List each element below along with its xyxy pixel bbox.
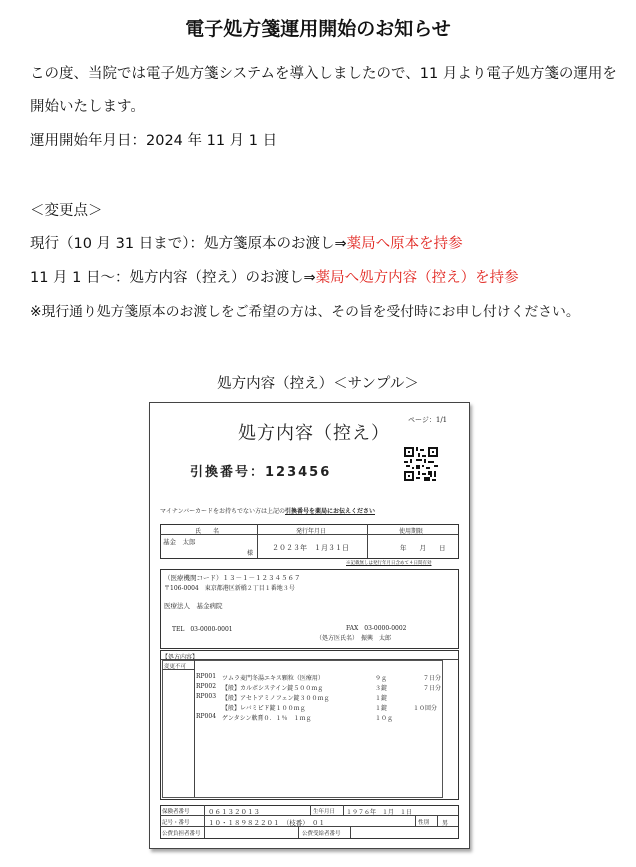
- rx-days-2: ７日分: [423, 685, 442, 692]
- exchange-number: 引換番号：123456: [190, 465, 332, 480]
- notice-note: ※現行通り処方箋原本のお渡しをご希望の方は、その旨を受付時にお申し付けください。: [30, 304, 580, 320]
- insurer-label: 保険者番号: [162, 809, 190, 815]
- rx-qty-5: １０ｇ: [375, 715, 394, 722]
- rx-qty-2: ３錠: [375, 685, 388, 692]
- patient-name: 基金 太郎: [163, 538, 196, 546]
- col-expiry: 使用期限: [399, 528, 424, 535]
- change-current-label: 現行（10 月 31 日まで）：処方箋原本のお渡し⇒: [30, 236, 347, 252]
- doctor-name: （処方医氏名） 振興 太郎: [316, 635, 392, 642]
- qr-code-icon: [404, 447, 438, 481]
- issue-date: ２０２３年 １月３１日: [272, 544, 349, 552]
- institution-address: 〒106-0004 東京都港区新橋２丁目１番地３号: [164, 585, 295, 592]
- mynumber-note-bold: 引換番号を薬局にお伝えください: [284, 508, 375, 515]
- intro-line-1: この度、当院では電子処方箋システムを導入しましたので、11 月より電子処方箋の運用を: [30, 66, 617, 82]
- sex-label: 性別: [418, 820, 430, 826]
- no-change-label: 変更不可: [164, 664, 187, 670]
- rx-qty-4: １錠: [375, 705, 388, 712]
- rx-code-3: RP003: [196, 693, 217, 700]
- sex-value: 男: [442, 820, 449, 827]
- rx-name-3: 【般】アセトアミノフェン錠３００ｍｇ: [222, 695, 330, 702]
- symbol-number: １０・１８９８２２０１ （枝番） ０１: [208, 819, 325, 827]
- public-payer-label: 公費負担者番号: [162, 831, 201, 837]
- col-issue: 発行年月日: [296, 528, 327, 535]
- start-date: 運用開始年月日：2024 年 11 月 1 日: [30, 133, 278, 149]
- rx-name-5: ゲンタシン軟膏０．１％ １ｍｇ: [222, 715, 312, 722]
- mynumber-note: [160, 506, 375, 515]
- rx-qty-3: １錠: [375, 695, 388, 702]
- expiry-note: ※記載無しは発行年月日含めて４日間有効: [346, 561, 432, 566]
- insurer-number: ０６１３２０１３: [208, 808, 260, 816]
- institution-fax: FAX 03-0000-0002: [346, 625, 407, 632]
- rx-name-4: 【般】レバミピド錠１００ｍｇ: [222, 705, 306, 712]
- expiry-date: 年 月 日: [400, 544, 446, 552]
- rx-qty-1: ９ｇ: [375, 675, 388, 682]
- public-recipient-label: 公費受給者番号: [302, 831, 341, 837]
- rx-heading: 【処方内容】: [162, 654, 199, 661]
- rx-name-1: ツムラ麦門冬湯エキス顆粒（医療用）: [222, 675, 324, 682]
- mynumber-note-text: マイナンバーカードをお持ちでない方は上記の: [160, 508, 285, 515]
- rx-code-1: RP001: [196, 673, 217, 680]
- sample-title: 処方内容（控え）＜サンプル＞: [217, 376, 419, 392]
- symbol-label: 記号・番号: [162, 820, 190, 826]
- rx-name-2: 【般】カルボシステイン錠５００ｍｇ: [222, 685, 324, 692]
- change-new-label: 11 月 1 日～：処方内容（控え）のお渡し⇒: [30, 270, 316, 286]
- institution-code: （医療機関コード）１３－１－１２３４５６７: [164, 574, 301, 582]
- changes-heading: ＜変更点＞: [30, 203, 103, 219]
- change-current-action: 薬局へ原本を持参: [346, 236, 463, 252]
- institution-name: 医療法人 基金病院: [164, 602, 223, 610]
- rx-days-1: ７日分: [423, 675, 442, 682]
- rx-code-5: RP004: [196, 713, 217, 720]
- change-new: [30, 266, 519, 287]
- rx-code-2: RP002: [196, 683, 217, 690]
- prescription-sample: [149, 402, 470, 849]
- col-name: 氏 名: [195, 528, 220, 535]
- sample-heading: 処方内容（控え）: [238, 423, 390, 444]
- birth-label: 生年月日: [313, 809, 336, 815]
- birth-date: １９７６年 １月 １日: [346, 809, 413, 816]
- page-number: ページ：1/1: [408, 416, 448, 424]
- institution-tel: TEL 03-0000-0001: [172, 626, 233, 633]
- change-current: [30, 232, 463, 253]
- notice-title: 電子処方箋運用開始のお知らせ: [185, 18, 451, 40]
- change-new-action: 薬局へ処方内容（控え）を持参: [315, 270, 519, 286]
- intro-line-2: 開始いたします。: [30, 99, 145, 115]
- patient-sama: 様: [247, 550, 254, 557]
- rx-days-4: １０回分: [413, 705, 438, 712]
